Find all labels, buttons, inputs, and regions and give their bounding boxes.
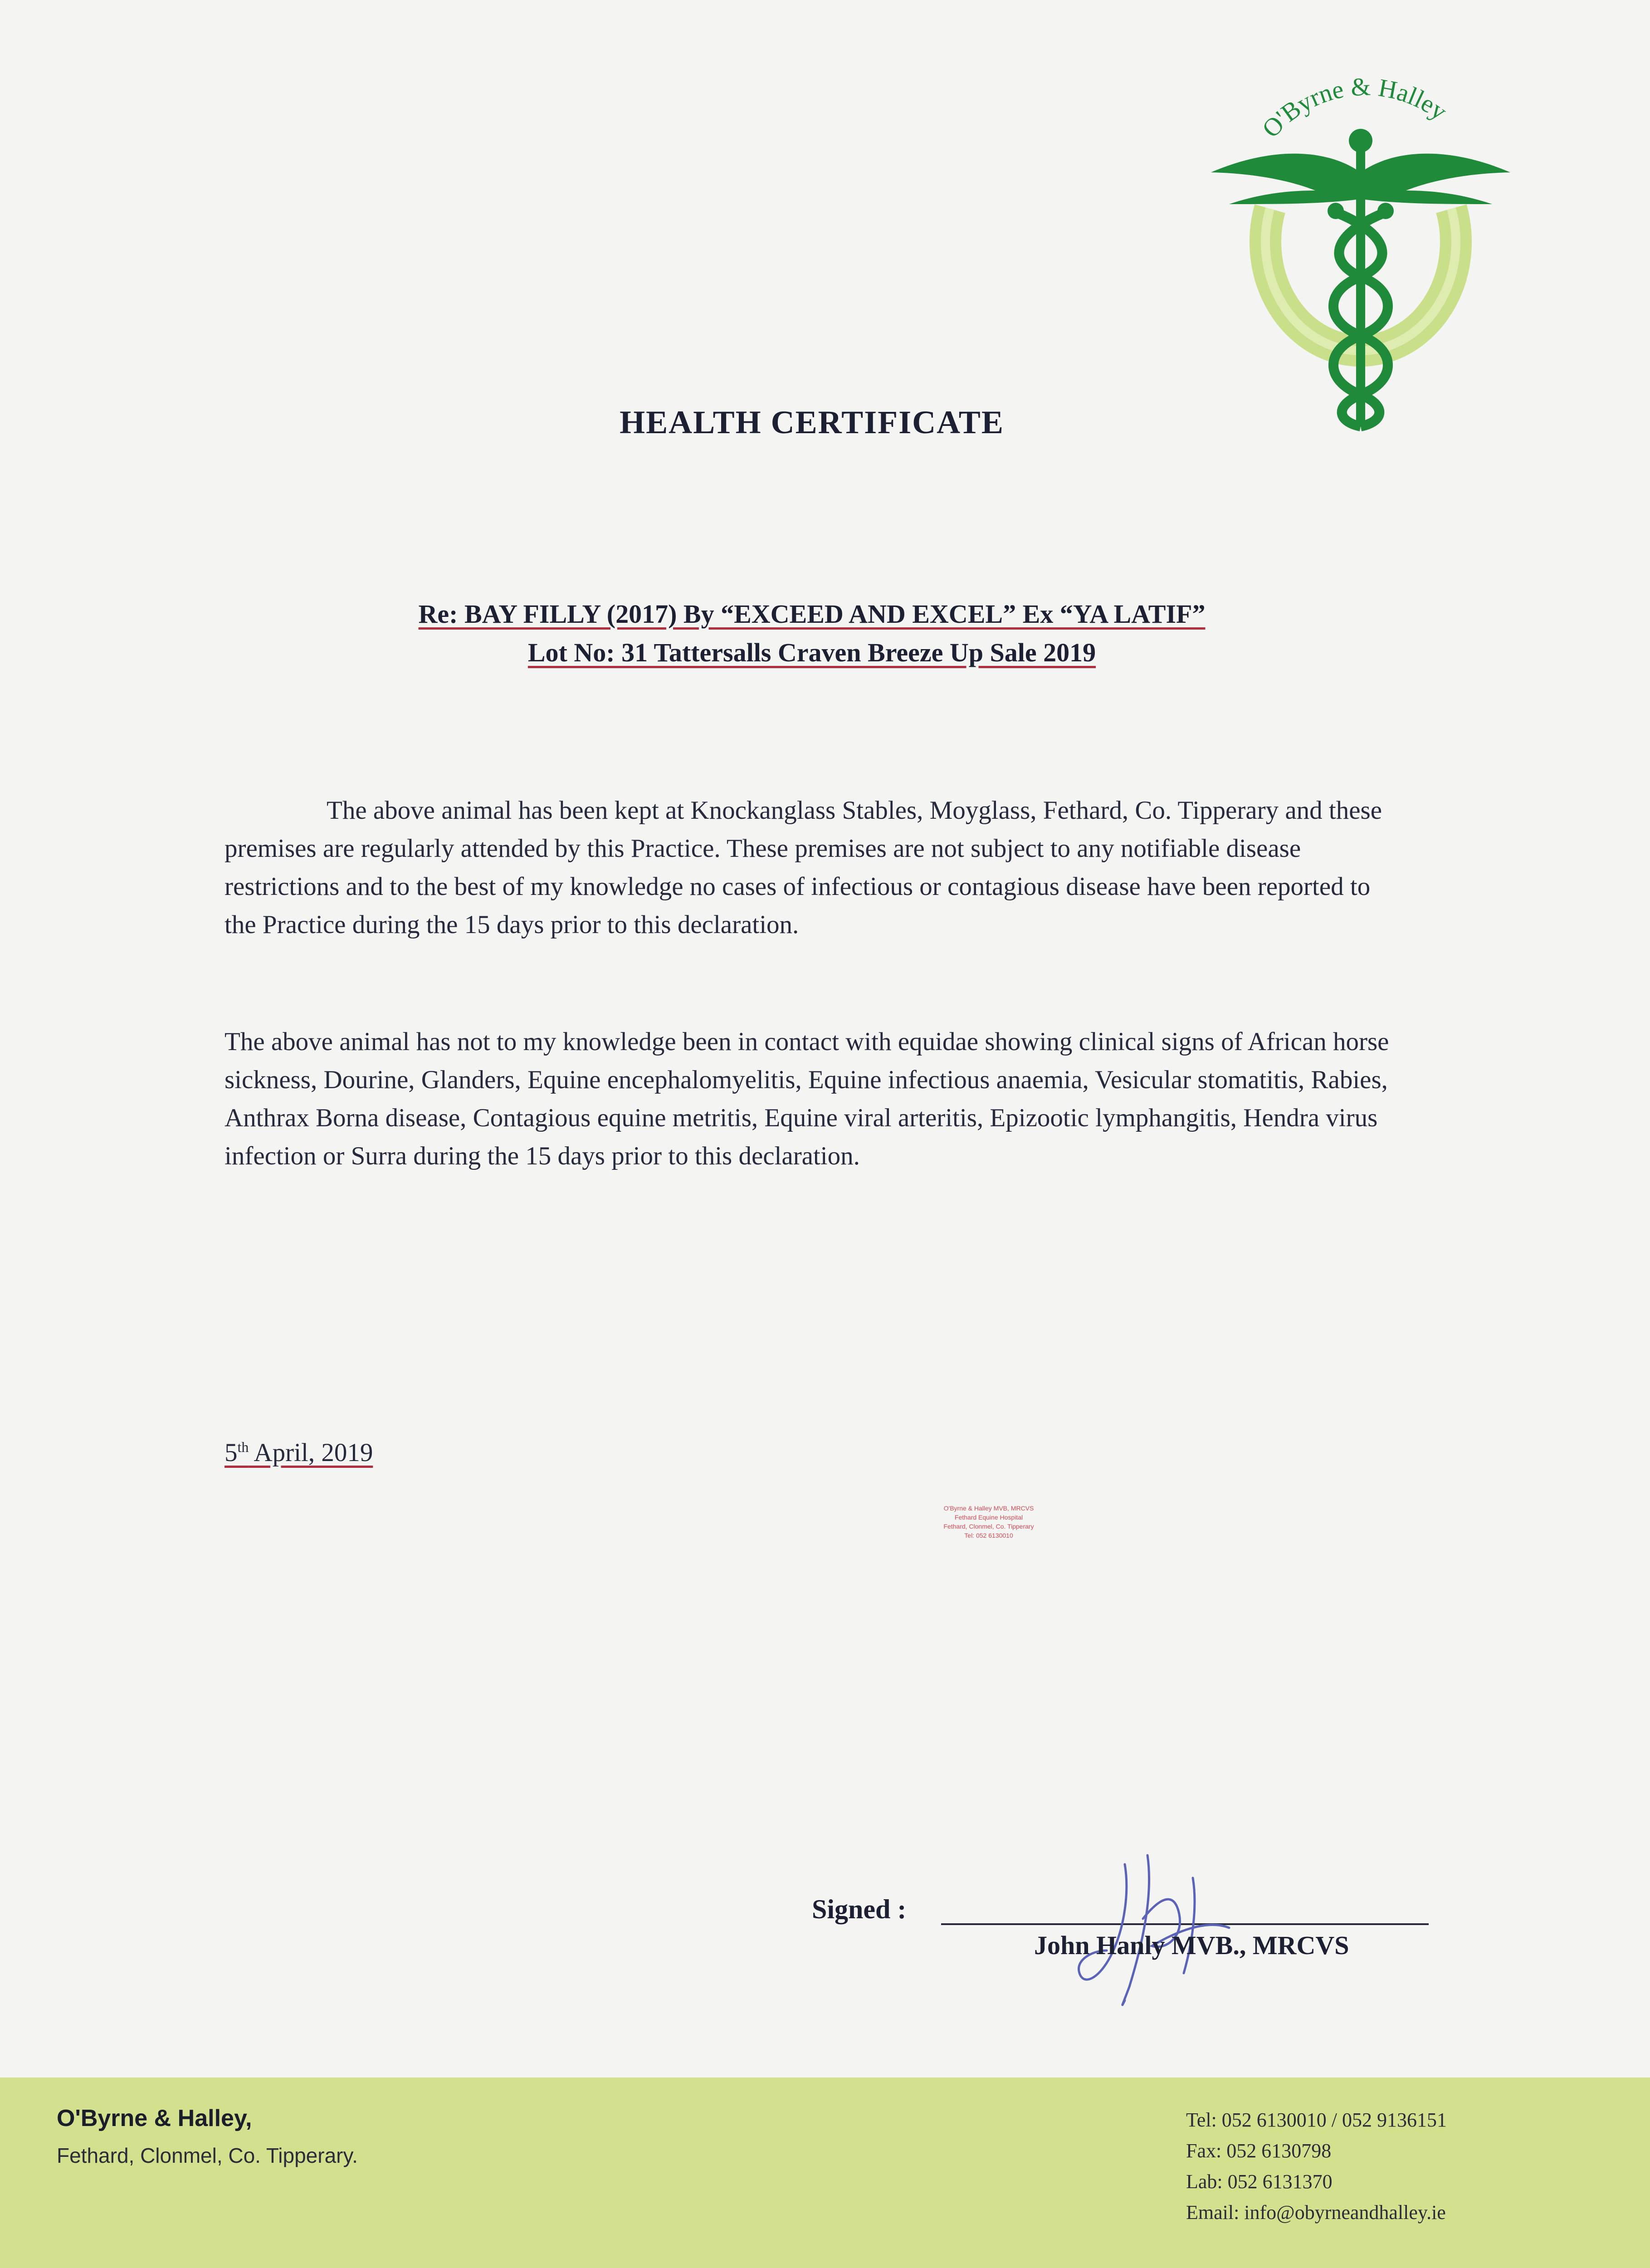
signer-name: John Hanly MVB., MRCVS	[1034, 1931, 1349, 1960]
footer-tel: Tel: 052 6130010 / 052 9136151	[1186, 2109, 1447, 2131]
stamp-line: Fethard, Clonmel, Co. Tipperary	[943, 1523, 1034, 1530]
stamp-line: Fethard Equine Hospital	[954, 1514, 1023, 1521]
date-rest: April, 2019	[249, 1438, 373, 1467]
re-lot-line: Lot No: 31 Tattersalls Craven Breeze Up Sale 2019	[527, 638, 1096, 667]
stamp-line: O'Byrne & Halley MVB, MRCVS	[943, 1505, 1034, 1512]
disease-contact-paragraph: The above animal has not to my knowledge been in contact with equidae showing clinical signs of African horse sickness, Dourine, Glanders, Equine encephalomyelitis, Equine infectious anaemia, Vesicular stomatitis, Rabies, Anthrax Borna disease, Contagious equine metritis, Equine viral arteritis, Epizootic lymphangitis, Hendra virus infection or Surra during the 15 days prior to this declaration.	[225, 1027, 1389, 1170]
footer-address: Fethard, Clonmel, Co. Tipperary.	[57, 2144, 358, 2167]
handwritten-signature-icon	[1057, 1837, 1247, 2019]
footer-contact	[1186, 2105, 1447, 2228]
signed-label: Signed :	[812, 1894, 907, 1924]
footer-email[interactable]: Email: info@obyrneandhalley.ie	[1186, 2201, 1446, 2224]
footer-practice-name: O'Byrne & Halley,	[57, 2105, 252, 2131]
premises-paragraph: The above animal has been kept at Knockanglass Stables, Moyglass, Fethard, Co. Tipperary and these premises are regularly attended by this Practice. These premises are not subject to any notifiable disease restrictions and to the best of my knowledge no cases of infectious or contagious disease have been reported to the Practice during the 15 days prior to this declaration.	[225, 796, 1382, 939]
date-day: 5	[225, 1438, 238, 1467]
footer-fax: Fax: 052 6130798	[1186, 2140, 1332, 2162]
logo-text: O'Byrne & Halley	[1257, 73, 1452, 143]
stamp-line: Tel: 052 6130010	[964, 1532, 1013, 1539]
certificate-date	[225, 1438, 373, 1467]
re-horse-line: Re: BAY FILLY (2017) By “EXCEED AND EXCEL” Ex “YA LATIF”	[418, 599, 1206, 629]
date-suffix: th	[237, 1439, 249, 1455]
practice-stamp	[898, 1504, 1079, 1540]
footer-lab: Lab: 052 6131370	[1186, 2170, 1333, 2193]
caduceus-logo-icon	[1202, 54, 1519, 440]
page-title: HEALTH CERTIFICATE	[620, 404, 1004, 440]
